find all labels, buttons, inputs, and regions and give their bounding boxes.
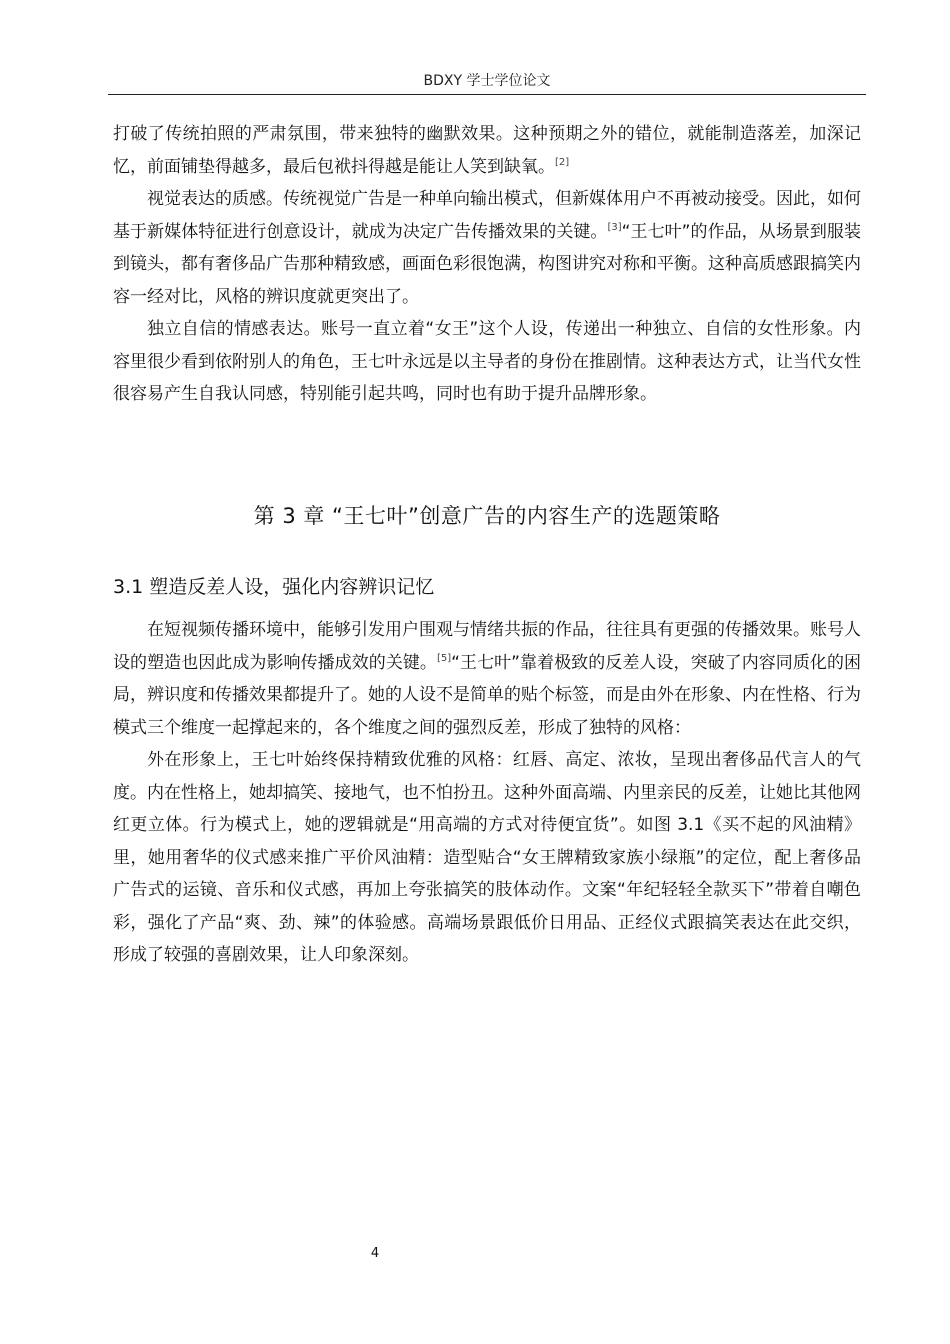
citation-ref: [2]: [555, 156, 570, 168]
paragraph-text: 独立自信的情感表达。账号一直立着“女王”这个人设，传递出一种独立、自信的女性形象。内容里很少看到依附别人的角色，王七叶永远是以主导者的身份在推剧情。这种表达方式，让当代女性很容易产生自我认同感，特别能引起共鸣，同时也有助于提升品牌形象。: [113, 319, 861, 404]
citation-ref: [5]: [436, 652, 452, 664]
section-title: 3.1 塑造反差人设，强化内容辨识记忆: [113, 576, 435, 598]
chapter-title: 第 3 章 “王七叶”创意广告的内容生产的选题策略: [253, 504, 721, 528]
paragraph-text: 在短视频传播环境中，能够引发用户围观与情绪共振的作品，往往具有更强的传播效果。账号人设的塑造也因此成为影响传播成效的关键。: [113, 620, 861, 673]
paragraph-continuation: [113, 118, 861, 183]
paragraph-visual-quality: [113, 183, 861, 313]
paragraph-text: 外在形象上，王七叶始终保持精致优雅的风格：红唇、高定、浓妆，呈现出奢侈品代言人的气度。内在性格上，她却搞笑、接地气，也不怕扮丑。这种外面高端、内里亲民的反差，让她比其他网红更立体。行为模式上，她的逻辑就是“用高端的方式对待便宜货”。如图 3.1《买不起的风油精》里，她用奢华的仪式感来推广平价风油精：造型贴合“女王牌精致家族小绿瓶”的定位，配上奢侈品广告式的运镜、音乐和仪式感，再加上夸张搞笑的肢体动作。文案“年纪轻轻全款买下”带着自嘲色彩，强化了产品“爽、劲、辣”的体验感。高端场景跟低价日用品、正经仪式跟搞笑表达在此交织，形成了较强的喜剧效果，让人印象深刻。: [113, 750, 861, 965]
page-number: 4: [370, 1246, 380, 1261]
paragraph-text: “王七叶”靠着极致的反差人设，突破了内容同质化的困局，辨识度和传播效果都提升了。她的人设不是简单的贴个标签，而是由外在形象、内在性格、行为模式三个维度一起撑起来的，各个维度之间的强烈反差，形成了独特的风格：: [113, 652, 861, 738]
paragraph-persona-contrast: [113, 614, 861, 744]
header-divider: [108, 94, 866, 95]
paragraph-text: 打破了传统拍照的严肃氛围，带来独特的幽默效果。这种预期之外的错位，就能制造落差，加深记忆，前面铺垫得越多，最后包袱抖得越是能让人笑到缺氧。: [113, 124, 861, 177]
paragraph-text: 视觉表达的质感。传统视觉广告是一种单向输出模式，但新媒体用户不再被动接受。因此，如何基于新媒体特征进行创意设计，就成为决定广告传播效果的关键。: [113, 189, 861, 242]
paragraph-emotional-expression: [113, 313, 861, 411]
body-text-block-1: [113, 118, 861, 411]
citation-ref: [3]: [607, 221, 622, 233]
body-text-block-2: [113, 614, 861, 972]
paragraph-text: “王七叶”的作品，从场景到服装到镜头，都有奢侈品广告那种精致感，画面色彩很饱满，构图讲究对称和平衡。这种高质感跟搞笑内容一经对比，风格的辨识度就更突出了。: [113, 221, 861, 307]
paragraph-external-image: [113, 744, 861, 972]
running-header: BDXY 学士学位论文: [423, 73, 551, 89]
